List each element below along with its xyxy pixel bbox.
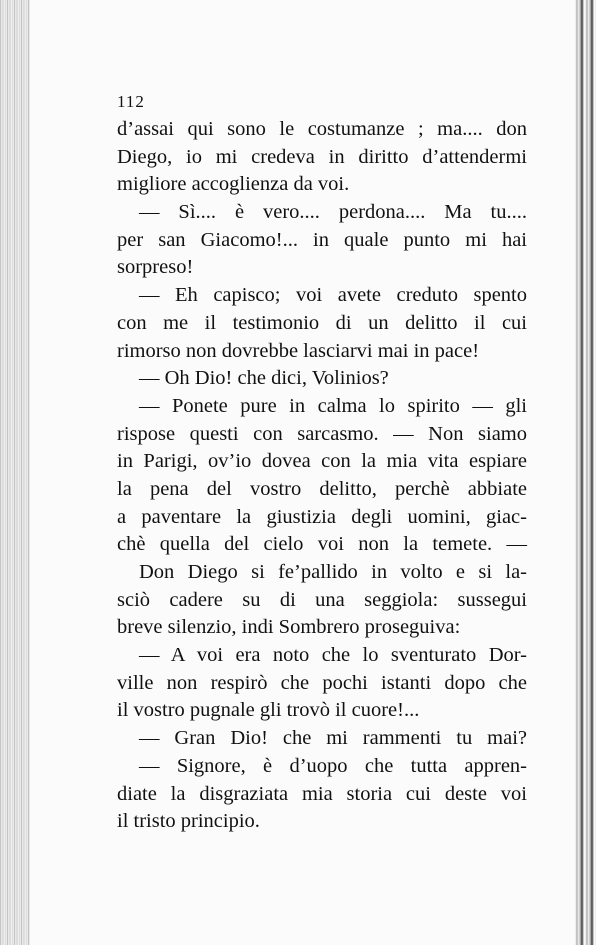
text-line: chè quella del cielo voi non la temete. — bbox=[117, 533, 527, 556]
text-line: con me il testimonio di un delitto il cui bbox=[117, 311, 527, 334]
text-line: migliore accoglienza da voi. bbox=[117, 173, 350, 196]
text-line: rimorso non dovrebbe lasciarvi mai in pace! bbox=[117, 339, 480, 362]
body-text bbox=[117, 116, 527, 836]
text-line: rispose questi con sarcasmo. — Non siamo bbox=[117, 422, 527, 445]
text-line: diate la disgraziata mia storia cui deste voi bbox=[117, 782, 527, 805]
text-line: a paventare la giustizia degli uomini, giac- bbox=[117, 505, 527, 528]
text-line: la pena del vostro delitto, perchè abbiate bbox=[117, 477, 527, 500]
text-line: — Ponete pure in calma lo spirito — gli bbox=[139, 394, 527, 417]
page-number: 112 bbox=[117, 92, 145, 111]
text-line: sciò cadere su di una seggiola: sussegui bbox=[117, 588, 527, 611]
text-line: — Signore, è d’uopo che tutta appren- bbox=[139, 754, 527, 777]
text-line: il tristo principio. bbox=[117, 810, 260, 833]
text-line: per san Giacomo!... in quale punto mi hai bbox=[117, 228, 527, 251]
text-line: — Eh capisco; voi avete creduto spento bbox=[139, 284, 527, 307]
text-line: — Oh Dio! che dici, Volinios? bbox=[139, 367, 389, 390]
text-line: — A voi era noto che lo sventurato Dor- bbox=[139, 644, 527, 667]
text-line: breve silenzio, indi Sombrero proseguiva: bbox=[117, 616, 461, 639]
text-line: — Sì.... è vero.... perdona.... Ma tu.... bbox=[139, 201, 527, 224]
page-binding-right-edge bbox=[574, 0, 596, 945]
text-line: il vostro pugnale gli trovò il cuore!... bbox=[117, 699, 420, 722]
text-line: sorpreso! bbox=[117, 256, 194, 279]
text-line: Don Diego si fe’pallido in volto e si la- bbox=[139, 561, 527, 583]
text-line: in Parigi, ov’io dovea con la mia vita espiare bbox=[117, 450, 527, 473]
text-line: ville non respirò che pochi istanti dopo che bbox=[117, 671, 527, 694]
text-line: Diego, io mi credeva in diritto d’attendermi bbox=[117, 145, 527, 168]
text-line: — Gran Dio! che mi rammenti tu mai? bbox=[139, 727, 527, 750]
text-line: d’assai qui sono le costumanze ; ma.... don bbox=[117, 118, 527, 140]
page-binding-left-edge bbox=[0, 0, 30, 945]
